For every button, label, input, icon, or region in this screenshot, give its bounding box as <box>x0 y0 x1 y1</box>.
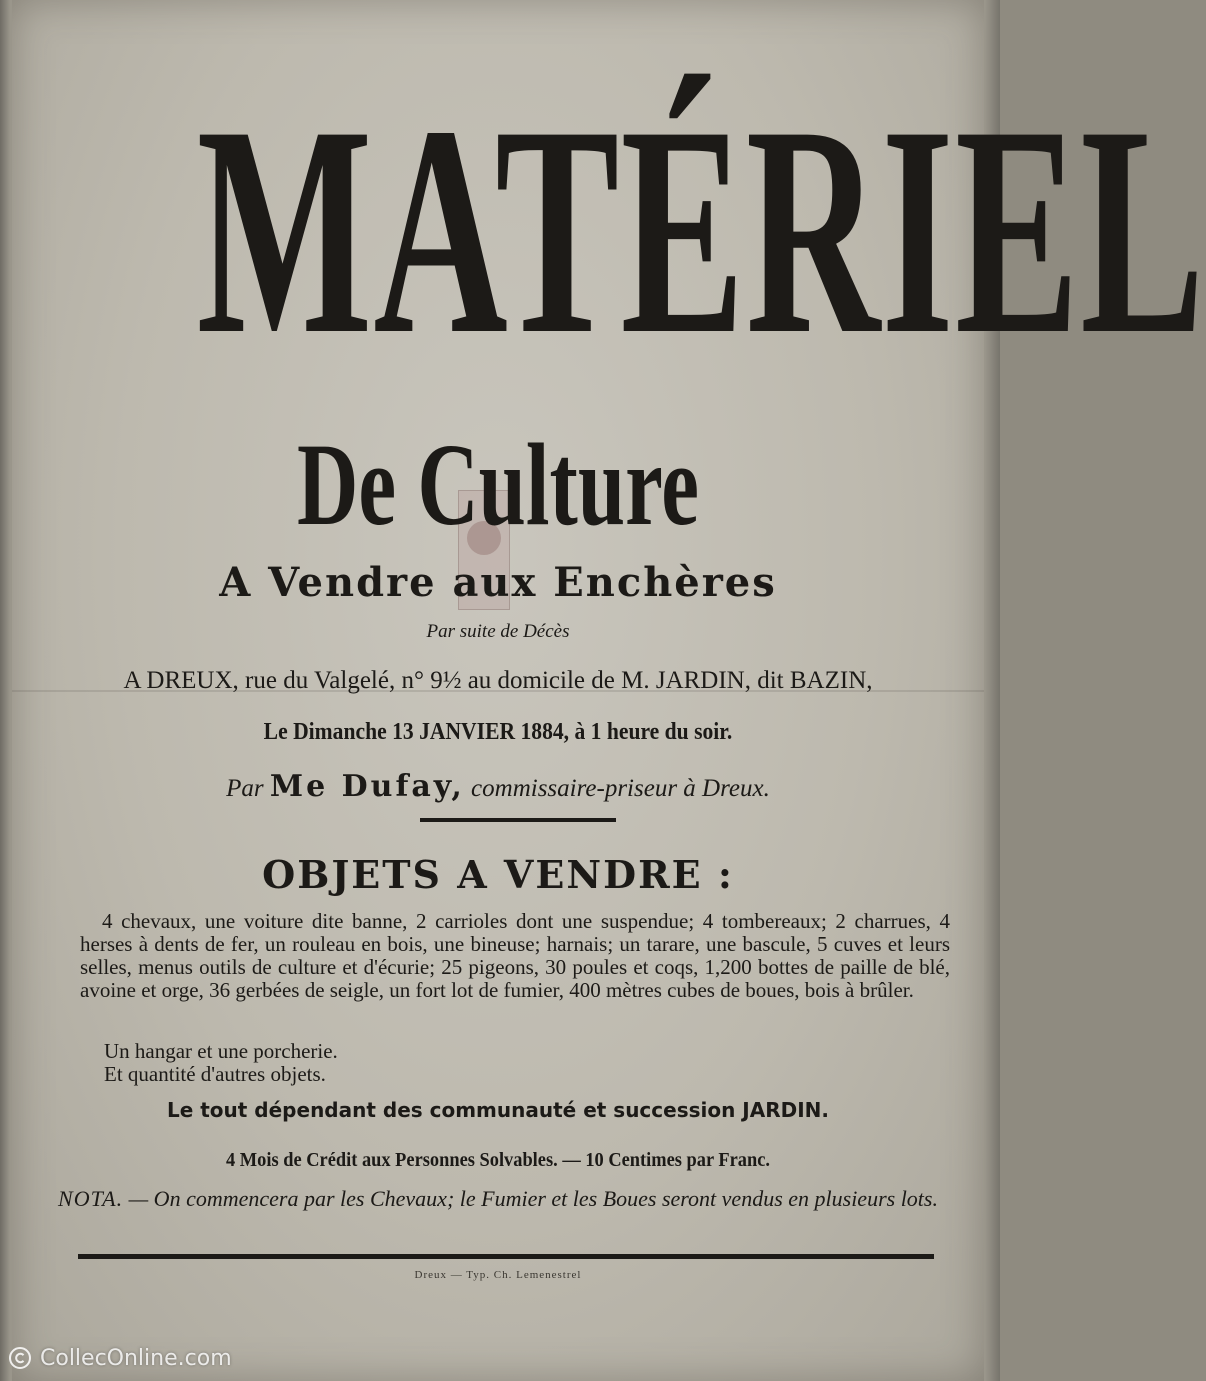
divider-long <box>78 1254 934 1259</box>
sale-address: A DREUX, rue du Valgelé, n° 9½ au domicile de M. JARDIN, dit BAZIN, <box>123 667 873 694</box>
credit-terms: 4 Mois de Crédit aux Personnes Solvables. — 10 Centimes par Franc. <box>226 1149 770 1171</box>
objects-heading: OBJETS A VENDRE : <box>262 852 734 897</box>
poster-title: MATÉRIEL <box>196 64 1206 396</box>
nota-text: — On commencera par les Chevaux; le Fumier et les Boues seront vendus en plusieurs lots. <box>128 1186 938 1211</box>
watermark <box>8 1343 232 1373</box>
auctioneer-line <box>12 766 984 810</box>
sale-reason: Par suite de Décès <box>426 621 570 642</box>
auctioneer-name: Me Dufay, <box>269 769 465 804</box>
nota-block <box>12 1185 984 1212</box>
auctioneer-title: commissaire-priseur à Dreux. <box>471 775 770 802</box>
sale-date: Le Dimanche 13 JANVIER 1884, à 1 heure du soir. <box>263 719 733 745</box>
objects-extra-hangar: Un hangar et une porcherie. <box>104 1039 338 1063</box>
copyright-icon <box>8 1346 32 1370</box>
divider-short <box>420 818 616 822</box>
objects-list: 4 chevaux, une voiture dite banne, 2 carrioles dont une suspendue; 4 tombereaux; 2 charrues, 4 herses à dents de fer, un rouleau en bois, une bineuse; harnais; un tarare, une bascule, 5 cuves et leurs selles, menus outils de culture et d'écurie; 25 pigeons, 30 poules et coqs, 1,200 bottes de paille de blé, avoine et orge, 36 gerbées de seigle, un fort lot de fumier, 400 mètres cubes de boues, bois à brûler. <box>80 909 950 1002</box>
printer-credit: Dreux — Typ. Ch. Lemenestrel <box>414 1269 582 1281</box>
nota-label: NOTA. <box>58 1186 124 1211</box>
succession-note: Le tout dépendant des communauté et succession JARDIN. <box>166 1098 830 1122</box>
auctioneer-prefix: Par <box>226 775 264 802</box>
objects-extra-other: Et quantité d'autres objets. <box>104 1062 326 1086</box>
auction-heading: A Vendre aux Enchères <box>219 559 777 606</box>
poster-subtitle: De Culture <box>297 419 699 550</box>
watermark-text: CollecOnline.com <box>40 1345 232 1371</box>
